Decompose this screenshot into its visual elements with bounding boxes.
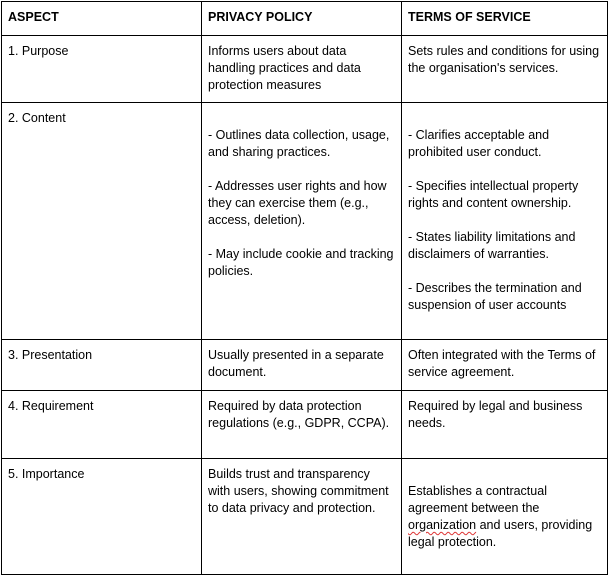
table-row [2, 340, 608, 391]
privacy-text: - Addresses user rights and how they can exercise them (e.g., access, deletion). [208, 179, 387, 227]
terms-text: - Specifies intellectual property rights and content ownership. [408, 179, 579, 210]
privacy-cell [202, 340, 402, 391]
header-aspect: ASPECT [2, 2, 202, 36]
terms-cell [402, 36, 608, 103]
privacy-text: Informs users about data handling practices and data protection measures [208, 44, 361, 92]
terms-text: - Clarifies acceptable and prohibited user conduct. [408, 128, 550, 159]
terms-text: Often integrated with the Terms of service agreement. [408, 348, 596, 379]
terms-text: Sets rules and conditions for using the organisation's services. [408, 44, 600, 75]
table-row [2, 391, 608, 459]
aspect-cell: 4. Requirement [2, 391, 202, 459]
privacy-text: - May include cookie and tracking policies. [208, 247, 394, 278]
privacy-text: Builds trust and transparency with users, showing commitment to data privacy and protection. [208, 467, 389, 515]
aspect-cell: 1. Purpose [2, 36, 202, 103]
terms-cell [402, 103, 608, 340]
terms-cell [402, 340, 608, 391]
table-row [2, 103, 608, 340]
privacy-text: Usually presented in a separate document. [208, 348, 384, 379]
terms-text: Required by legal and business needs. [408, 399, 583, 430]
comparison-table [1, 1, 608, 575]
privacy-text: Required by data protection regulations (e.g., GDPR, CCPA). [208, 399, 390, 430]
header-terms-of-service: TERMS OF SERVICE [402, 2, 608, 36]
table-row [2, 459, 608, 575]
terms-text: - Describes the termination and suspension of user accounts [408, 281, 582, 312]
aspect-cell: 5. Importance [2, 459, 202, 575]
privacy-cell [202, 459, 402, 575]
privacy-cell [202, 103, 402, 340]
terms-text: - States liability limitations and disclaimers of warranties. [408, 230, 576, 261]
privacy-cell [202, 391, 402, 459]
terms-text-after: and users, providing legal protection. [408, 518, 593, 549]
terms-cell [402, 459, 608, 575]
terms-text-before: Establishes a contractual agreement between the [408, 484, 547, 515]
header-privacy-policy: PRIVACY POLICY [202, 2, 402, 36]
table-row [2, 36, 608, 103]
terms-text [408, 483, 601, 551]
aspect-cell: 3. Presentation [2, 340, 202, 391]
aspect-cell: 2. Content [2, 103, 202, 340]
terms-cell [402, 391, 608, 459]
privacy-text: - Outlines data collection, usage, and sharing practices. [208, 128, 390, 159]
spellcheck-flagged-word[interactable]: organization [408, 518, 477, 532]
privacy-cell [202, 36, 402, 103]
header-row [2, 2, 608, 36]
